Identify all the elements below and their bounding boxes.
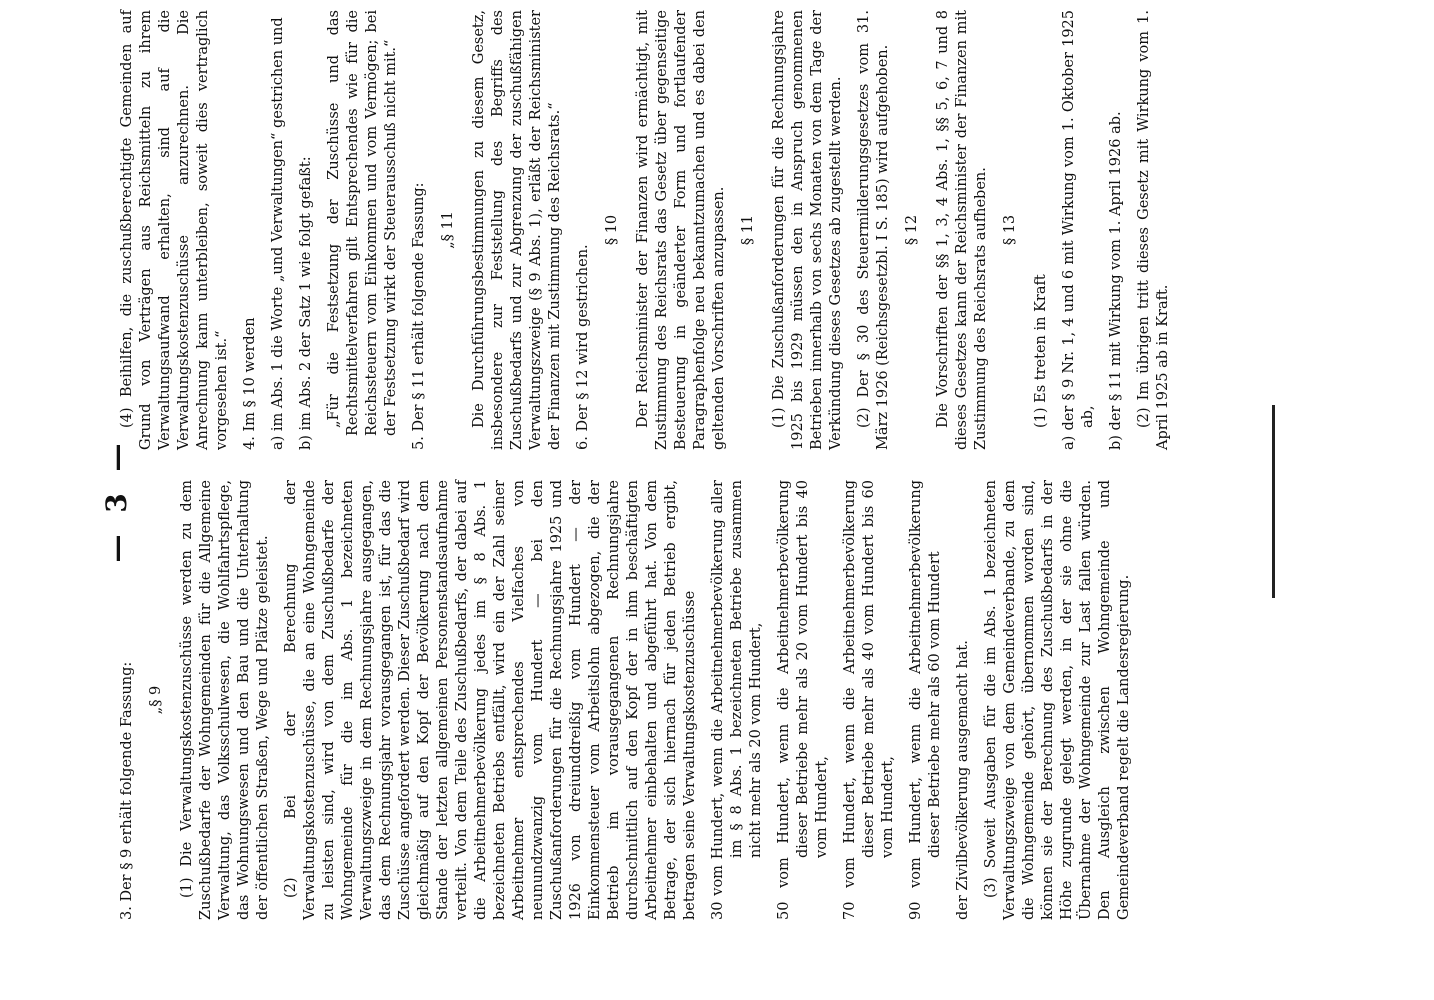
section-heading: § 11 bbox=[740, 214, 756, 246]
section-heading: § 12 bbox=[904, 214, 920, 246]
paragraph: (1) Die Zuschußanforderungen für die Rechnungsjahre 1925 bis 1929 müssen den in Anspruch genommenen Betrieben innerhalb von sechs Monaten von dem Tage der Verkündung dieses Gesetzes ab zugestellt werden. bbox=[771, 10, 844, 450]
left-column bbox=[118, 480, 1143, 920]
paragraph: b) der § 11 mit Wirkung vom 1. April 1926 ab. bbox=[1108, 111, 1124, 450]
paragraph: 90 vom Hundert, wenn die Arbeitnehmerbevölkerung dieser Betriebe mehr als 60 vom Hundert bbox=[908, 480, 943, 920]
paragraph: b) im Abs. 2 der Satz 1 wie folgt gefaßt: bbox=[298, 156, 314, 450]
paragraph: 70 vom Hundert, wenn die Arbeitnehmerbevölkerung dieser Betriebe mehr als 40 vom Hundert bis 60 vom Hundert, bbox=[842, 480, 896, 920]
paragraph: der Zivilbevölkerung ausgemacht hat. bbox=[955, 640, 971, 920]
section-heading: § 13 bbox=[1002, 214, 1018, 246]
paragraph: (1) Es treten in Kraft bbox=[1033, 274, 1049, 428]
section-heading: § 10 bbox=[604, 214, 620, 246]
section-heading: „§ 9 bbox=[148, 685, 164, 715]
paragraph: 50 vom Hundert, wenn die Arbeitnehmerbevölkerung dieser Betriebe mehr als 20 vom Hundert bis 40 vom Hundert, bbox=[776, 480, 830, 920]
paragraph: (3) Soweit Ausgaben für die im Abs. 1 bezeichneten Verwaltungszweige von dem Gemeindeverbande, zu dem die Wohngemeinde gehört, übernommen worden sind, können sie der Berechnung des Zuschußbedarfs in der Höhe zugrunde gelegt werden, in der sie ohne die Übernahme der Wohngemeinde zur Last fallen würden. Den Ausgleich zwischen Wohngemeinde und Gemeindeverband regelt die Landesregierung. bbox=[983, 480, 1132, 920]
right-column bbox=[118, 10, 1182, 450]
paragraph: (2) Der § 30 des Steuermilderungsgesetzes vom 31. März 1926 (Reichsgesetzbl. I S. 185) wird aufgehoben. bbox=[856, 10, 891, 450]
separator-rule bbox=[1272, 405, 1275, 598]
page-number: — 3 — bbox=[100, 437, 133, 563]
paragraph: 30 vom Hundert, wenn die Arbeitnehmerbevölkerung aller im § 8 Abs. 1 bezeichneten Betriebe zusammen nicht mehr als 20 vom Hundert, bbox=[710, 480, 764, 920]
digitization-note bbox=[1417, 10, 1433, 390]
paragraph: Die Vorschriften der §§ 1, 3, 4 Abs. 1, §§ 5, 6, 7 und 8 dieses Gesetzes kann der Reichsminister der Finanzen mit Zustimmung des Reichsrats aufheben. bbox=[935, 10, 989, 450]
paragraph: (2) Im übrigen tritt dieses Gesetz mit Wirkung vom 1. April 1925 ab in Kraft. bbox=[1136, 10, 1171, 450]
section-heading: „§ 11 bbox=[440, 211, 456, 249]
paragraph: (4) Beihilfen, die zuschußberechtigte Gemeinden auf Grund von Verträgen aus Reichsmitteln zu ihrem Verwaltungsaufwand erhalten, sind auf die Verwaltungskostenzuschüsse anzurechnen. Die Anrechnung kann unterbleiben, soweit dies vertraglich vorgesehen ist.“ bbox=[119, 10, 230, 450]
rotated-text-page bbox=[100, 10, 1400, 980]
paragraph: 3. Der § 9 erhält folgende Fassung: bbox=[119, 661, 135, 920]
paragraph: 4. Im § 10 werden bbox=[242, 317, 258, 450]
paragraph: Die Durchführungsbestimmungen zu diesem Gesetz, insbesondere zur Feststellung des Begriffs des Zuschußbedarfs und zur Abgrenzung der zuschußfähigen Verwaltungszweige (§ 9 Abs. 1), erläßt der Reichsminister der Finanzen mit Zustimmung des Reichsrats.“ bbox=[471, 10, 563, 450]
paragraph: a) der § 9 Nr. 1, 4 und 6 mit Wirkung vom 1. Oktober 1925 ab, bbox=[1061, 10, 1096, 450]
paragraph: (2) Bei der Berechnung der Verwaltungskostenzuschüsse, die an eine Wohngemeinde zu leisten sind, wird von dem Zuschußbedarfe der Wohngemeinde für die im Abs. 1 bezeichneten Verwaltungszweige in dem Rechnungsjahre ausgegangen, das dem Rechnungsjahr vorausgegangen ist, für das die Zuschüsse angefordert werden. Dieser Zuschußbedarf wird gleichmäßig auf den Kopf der Bevölkerung nach dem Stande der letzten allgemeinen Personenstandsaufnahme verteilt. Von dem Teile des Zuschußbedarfs, der dabei auf die Arbeitnehmerbevölkerung jedes im § 8 Abs. 1 bezeichneten Betriebs entfällt, wird ein der Zahl seiner Arbeitnehmer entsprechendes Vielfaches von neunundzwanzig vom Hundert — bei den Zuschußanforderungen für die Rechnungsjahre 1925 und 1926 von dreiunddreißig vom Hundert — der Einkommensteuer vom Arbeitslohn abgezogen, die der Betrieb im vorausgegangenen Rechnungsjahre durchschnittlich auf den Kopf der in ihm beschäftigten Arbeitnehmer einbehalten und abgeführt hat. Von dem Betrage, der sich hiernach für jeden Betrieb ergibt, betragen seine Verwaltungskostenzuschüsse bbox=[283, 480, 698, 920]
paragraph: 6. Der § 12 wird gestrichen. bbox=[575, 244, 591, 450]
paragraph: Der Reichsminister der Finanzen wird ermächtigt, mit Zustimmung des Reichsrats das Gesetz über gegenseitige Besteuerung in geänderter Form und fortlaufender Paragraphenfolge neu bekanntzumachen und es dabei den geltenden Vorschriften anzupassen. bbox=[635, 10, 727, 450]
paragraph: „Für die Festsetzung der Zuschüsse und das Rechtsmittelverfahren gilt Entsprechendes wie für die Reichssteuern vom Einkommen und vom Vermögen; bei der Festsetzung wirkt der Steuerausschuß nicht mit.“ bbox=[326, 10, 399, 436]
paragraph: 5. Der § 11 erhält folgende Fassung: bbox=[411, 182, 427, 450]
paragraph: (1) Die Verwaltungskostenzuschüsse werden zu dem Zuschußbedarfe der Wohngemeinden für die Allgemeine Verwaltung, das Volksschulwesen, die Wohlfahrtspflege, das Wohnungswesen und den Bau und die Unterhaltung der öffentlichen Straßen, Wege und Plätze geleistet. bbox=[179, 480, 271, 920]
paragraph: a) im Abs. 1 die Worte „und Verwaltungen“ gestrichen und bbox=[270, 17, 286, 450]
